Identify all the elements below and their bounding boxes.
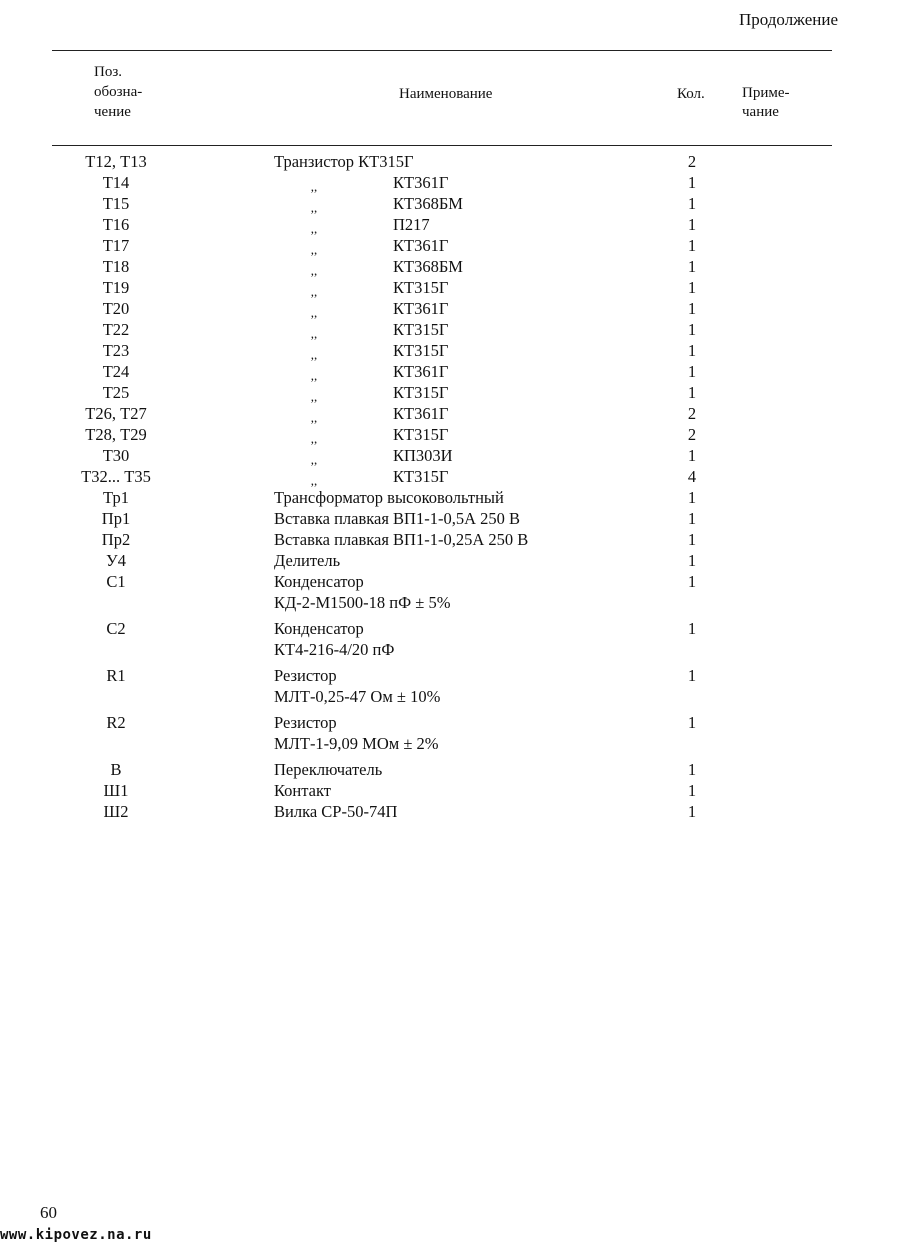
name-line: Резистор: [274, 713, 337, 732]
type-cell: КТ315Г: [393, 467, 449, 486]
quantity-cell: 4: [687, 467, 697, 486]
quantity-cell: 1: [687, 666, 697, 685]
type-cell: КТ361Г: [393, 173, 449, 192]
table-row: [0, 277, 900, 298]
name-cell: [274, 712, 439, 754]
table-row: [0, 780, 900, 801]
position-cell: Т17: [102, 236, 130, 255]
ditto-mark: ,,: [310, 368, 318, 383]
position-cell: Т30: [102, 446, 130, 465]
position-cell: С2: [106, 619, 126, 638]
table-row: [0, 361, 900, 382]
table-row: [0, 759, 900, 780]
quantity-cell: 1: [687, 760, 697, 779]
quantity-cell: 1: [687, 341, 697, 360]
table-row: [0, 424, 900, 445]
quantity-cell: 2: [687, 425, 697, 444]
table-row: [0, 571, 900, 618]
quantity-cell: 2: [687, 404, 697, 423]
type-cell: КТ315Г: [393, 383, 449, 402]
position-cell: Т28, Т29: [85, 425, 147, 444]
ditto-mark: ,,: [310, 431, 318, 446]
table-row: [0, 340, 900, 361]
name-line: Контакт: [274, 781, 332, 800]
ditto-mark: ,,: [310, 473, 318, 488]
type-cell: КТ361Г: [393, 404, 449, 423]
position-cell: Т16: [102, 215, 130, 234]
name-line: Вставка плавкая ВП1-1-0,5А 250 В: [274, 509, 521, 528]
position-cell: С1: [106, 572, 126, 591]
quantity-cell: 1: [687, 713, 697, 732]
ditto-mark: ,,: [310, 200, 318, 215]
name-cell: [274, 780, 331, 801]
table-row: [0, 529, 900, 550]
position-cell: Т23: [102, 341, 130, 360]
quantity-cell: 1: [687, 446, 697, 465]
name-line-2: КТ4-216-4/20 пФ: [274, 640, 395, 659]
header-quantity: Кол.: [677, 86, 705, 102]
header-note-line: Приме-: [742, 85, 790, 101]
ditto-mark: ,,: [310, 263, 318, 278]
name-cell: [274, 665, 440, 707]
name-cell: [274, 487, 504, 508]
type-cell: КТ361Г: [393, 299, 449, 318]
table-row: [0, 445, 900, 466]
position-cell: Пр2: [101, 530, 131, 549]
type-cell: КТ361Г: [393, 236, 449, 255]
quantity-cell: 1: [687, 572, 697, 591]
position-cell: Т24: [102, 362, 130, 381]
table-row: [0, 801, 900, 822]
position-cell: Т20: [102, 299, 130, 318]
name-line: Конденсатор: [274, 619, 364, 638]
table-row: [0, 256, 900, 277]
name-line: Вставка плавкая ВП1-1-0,25А 250 В: [274, 530, 529, 549]
table-row: [0, 466, 900, 487]
quantity-cell: 2: [687, 152, 697, 171]
table-row: [0, 193, 900, 214]
table-row: [0, 214, 900, 235]
header-position-line: Поз.: [94, 64, 123, 80]
table-top-rule: [52, 50, 832, 51]
ditto-mark: ,,: [310, 284, 318, 299]
name-line-2: КД-2-М1500-18 пФ ± 5%: [274, 593, 451, 612]
position-cell: Т19: [102, 278, 130, 297]
type-cell: КТ315Г: [393, 278, 449, 297]
ditto-mark: ,,: [310, 221, 318, 236]
name-line: Резистор: [274, 666, 337, 685]
table-row: [0, 508, 900, 529]
position-cell: Т12, Т13: [85, 152, 147, 171]
name-line: Переключатель: [274, 760, 383, 779]
continuation-label: Продолжение: [738, 10, 838, 29]
table-row: [0, 618, 900, 665]
name-line: Делитель: [274, 551, 341, 570]
ditto-mark: ,,: [310, 179, 318, 194]
table-row: [0, 550, 900, 571]
quantity-cell: 1: [687, 215, 697, 234]
name-cell: [274, 508, 520, 529]
table-header-rule: [52, 145, 832, 146]
position-cell: В: [110, 760, 122, 779]
name-line: Конденсатор: [274, 572, 364, 591]
position-cell: Тр1: [103, 488, 129, 507]
header-note: [742, 84, 822, 122]
type-cell: КТ315Г: [393, 341, 449, 360]
position-cell: Пр1: [101, 509, 131, 528]
header-note-line: чание: [742, 104, 779, 120]
ditto-mark: ,,: [310, 410, 318, 425]
table-body: [0, 151, 900, 822]
quantity-cell: 1: [687, 236, 697, 255]
ditto-mark: ,,: [310, 452, 318, 467]
type-cell: КТ315Г: [393, 425, 449, 444]
position-cell: R1: [106, 666, 126, 685]
quantity-cell: 1: [687, 383, 697, 402]
quantity-cell: 1: [687, 278, 697, 297]
ditto-mark: ,,: [310, 242, 318, 257]
header-position: [94, 62, 194, 122]
name-cell: [274, 571, 450, 613]
position-cell: Т26, Т27: [85, 404, 147, 423]
table-row: [0, 319, 900, 340]
type-cell: КТ361Г: [393, 362, 449, 381]
position-cell: R2: [106, 713, 126, 732]
type-cell: КТ315Г: [393, 320, 449, 339]
name-line: Вилка СР-50-74П: [274, 802, 398, 821]
position-cell: Т32... Т35: [81, 467, 151, 486]
position-cell: Т14: [102, 173, 130, 192]
name-cell: [274, 618, 394, 660]
name-cell: [274, 759, 382, 780]
table-row: [0, 403, 900, 424]
table-row: [0, 487, 900, 508]
header-position-line: чение: [94, 104, 131, 120]
name-line-2: МЛТ-1-9,09 МОм ± 2%: [274, 734, 439, 753]
name-cell: [274, 151, 414, 172]
table-row: [0, 172, 900, 193]
table-row: [0, 382, 900, 403]
quantity-cell: 1: [687, 299, 697, 318]
name-cell: [274, 801, 397, 822]
type-cell: КП303И: [393, 446, 453, 465]
type-cell: П217: [393, 215, 430, 234]
ditto-mark: ,,: [310, 389, 318, 404]
quantity-cell: 1: [687, 509, 697, 528]
position-cell: У4: [106, 551, 126, 570]
type-cell: КТ368БМ: [393, 257, 463, 276]
quantity-cell: 1: [687, 257, 697, 276]
position-cell: Т22: [102, 320, 130, 339]
header-name: Наименование: [399, 86, 493, 102]
name-line: Трансформатор высоковольтный: [274, 488, 504, 507]
ditto-mark: ,,: [310, 305, 318, 320]
name-cell: [274, 550, 340, 571]
name-line: Транзистор КТ315Г: [274, 152, 414, 171]
quantity-cell: 1: [687, 173, 697, 192]
ditto-mark: ,,: [310, 347, 318, 362]
position-cell: Ш1: [103, 781, 129, 800]
name-cell: [274, 529, 528, 550]
table-row: [0, 712, 900, 759]
quantity-cell: 1: [687, 551, 697, 570]
quantity-cell: 1: [687, 781, 697, 800]
position-cell: Ш2: [103, 802, 129, 821]
table-row: [0, 665, 900, 712]
name-line-2: МЛТ-0,25-47 Ом ± 10%: [274, 687, 441, 706]
quantity-cell: 1: [687, 619, 697, 638]
header-position-line: обозна-: [94, 84, 143, 100]
quantity-cell: 1: [687, 194, 697, 213]
quantity-cell: 1: [687, 802, 697, 821]
position-cell: Т25: [102, 383, 130, 402]
ditto-mark: ,,: [310, 326, 318, 341]
table-row: [0, 298, 900, 319]
table-row: [0, 151, 900, 172]
position-cell: Т15: [102, 194, 130, 213]
quantity-cell: 1: [687, 530, 697, 549]
quantity-cell: 1: [687, 362, 697, 381]
quantity-cell: 1: [687, 488, 697, 507]
position-cell: Т18: [102, 257, 130, 276]
site-url: www.kipovez.na.ru: [0, 1227, 152, 1243]
quantity-cell: 1: [687, 320, 697, 339]
table-row: [0, 235, 900, 256]
page-number: 60: [40, 1203, 57, 1222]
type-cell: КТ368БМ: [393, 194, 463, 213]
